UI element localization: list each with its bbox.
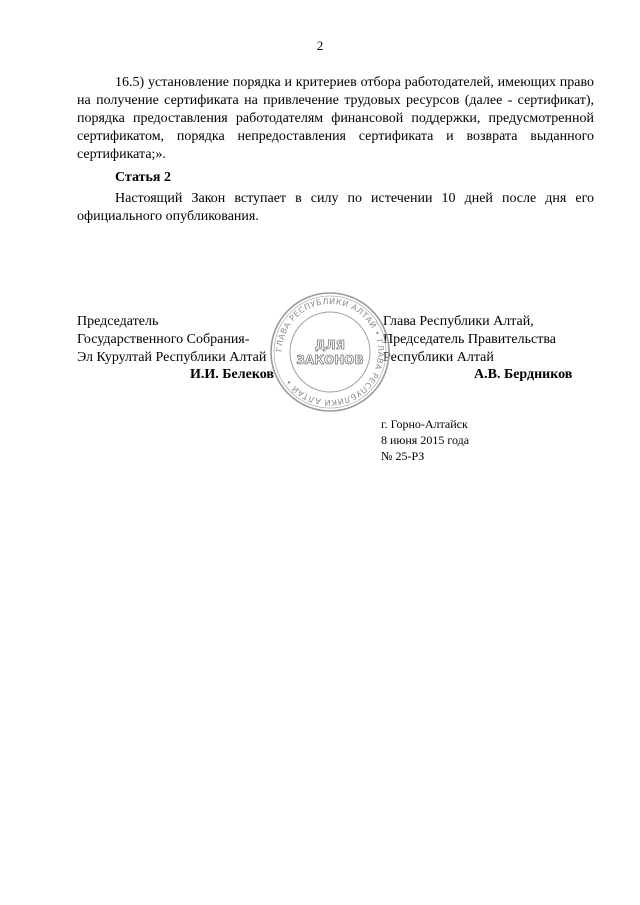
signatory-right-line: Республики Алтай bbox=[383, 350, 494, 365]
place-date-number bbox=[381, 416, 469, 464]
signatory-left-line: Председатель bbox=[77, 314, 159, 329]
signatory-left-line: Государственного Собрания- bbox=[77, 332, 250, 347]
stamp-center-line-1: ДЛЯ bbox=[315, 338, 345, 352]
page-number: 2 bbox=[316, 38, 324, 53]
signatory-left-title bbox=[77, 313, 282, 367]
signatory-right-line: Председатель Правительства bbox=[383, 332, 556, 347]
signatory-right-line: Глава Республики Алтай, bbox=[383, 314, 534, 329]
signatory-right-title bbox=[383, 313, 596, 367]
signatory-right-name: А.В. Бердников bbox=[474, 367, 573, 382]
signatory-left-name: И.И. Белеков bbox=[190, 367, 274, 382]
official-seal-stamp bbox=[268, 290, 392, 414]
article-2-paragraph: Настоящий Закон вступает в силу по истечении 10 дней после дня его официального опубликования. bbox=[77, 191, 594, 224]
stamp-center-line-2: ЗАКОНОВ bbox=[296, 353, 364, 367]
stamp-ring-text: ГЛАВА РЕСПУБЛИКИ АЛТАЙ • ГЛАВА РЕСПУБЛИКИ АЛТАЙ • bbox=[274, 296, 386, 408]
signing-date: 8 июня 2015 года bbox=[381, 433, 470, 447]
place-of-signing: г. Горно-Алтайск bbox=[381, 417, 468, 431]
article-2-heading: Статья 2 bbox=[115, 170, 171, 185]
article-1-paragraph: 16.5) установление порядка и критериев отбора работодателей, имеющих право на получение сертификата на привлечение трудовых ресурсов (далее - сертификат), порядка предоставления работодателям финансовой поддержки, предусмотренной сертификатом, порядка непредоставления сертификата и возврата выданного сертификата;». bbox=[77, 75, 594, 162]
law-number: № 25-РЗ bbox=[381, 449, 425, 463]
signatory-left-line: Эл Курултай Республики Алтай bbox=[77, 350, 267, 365]
